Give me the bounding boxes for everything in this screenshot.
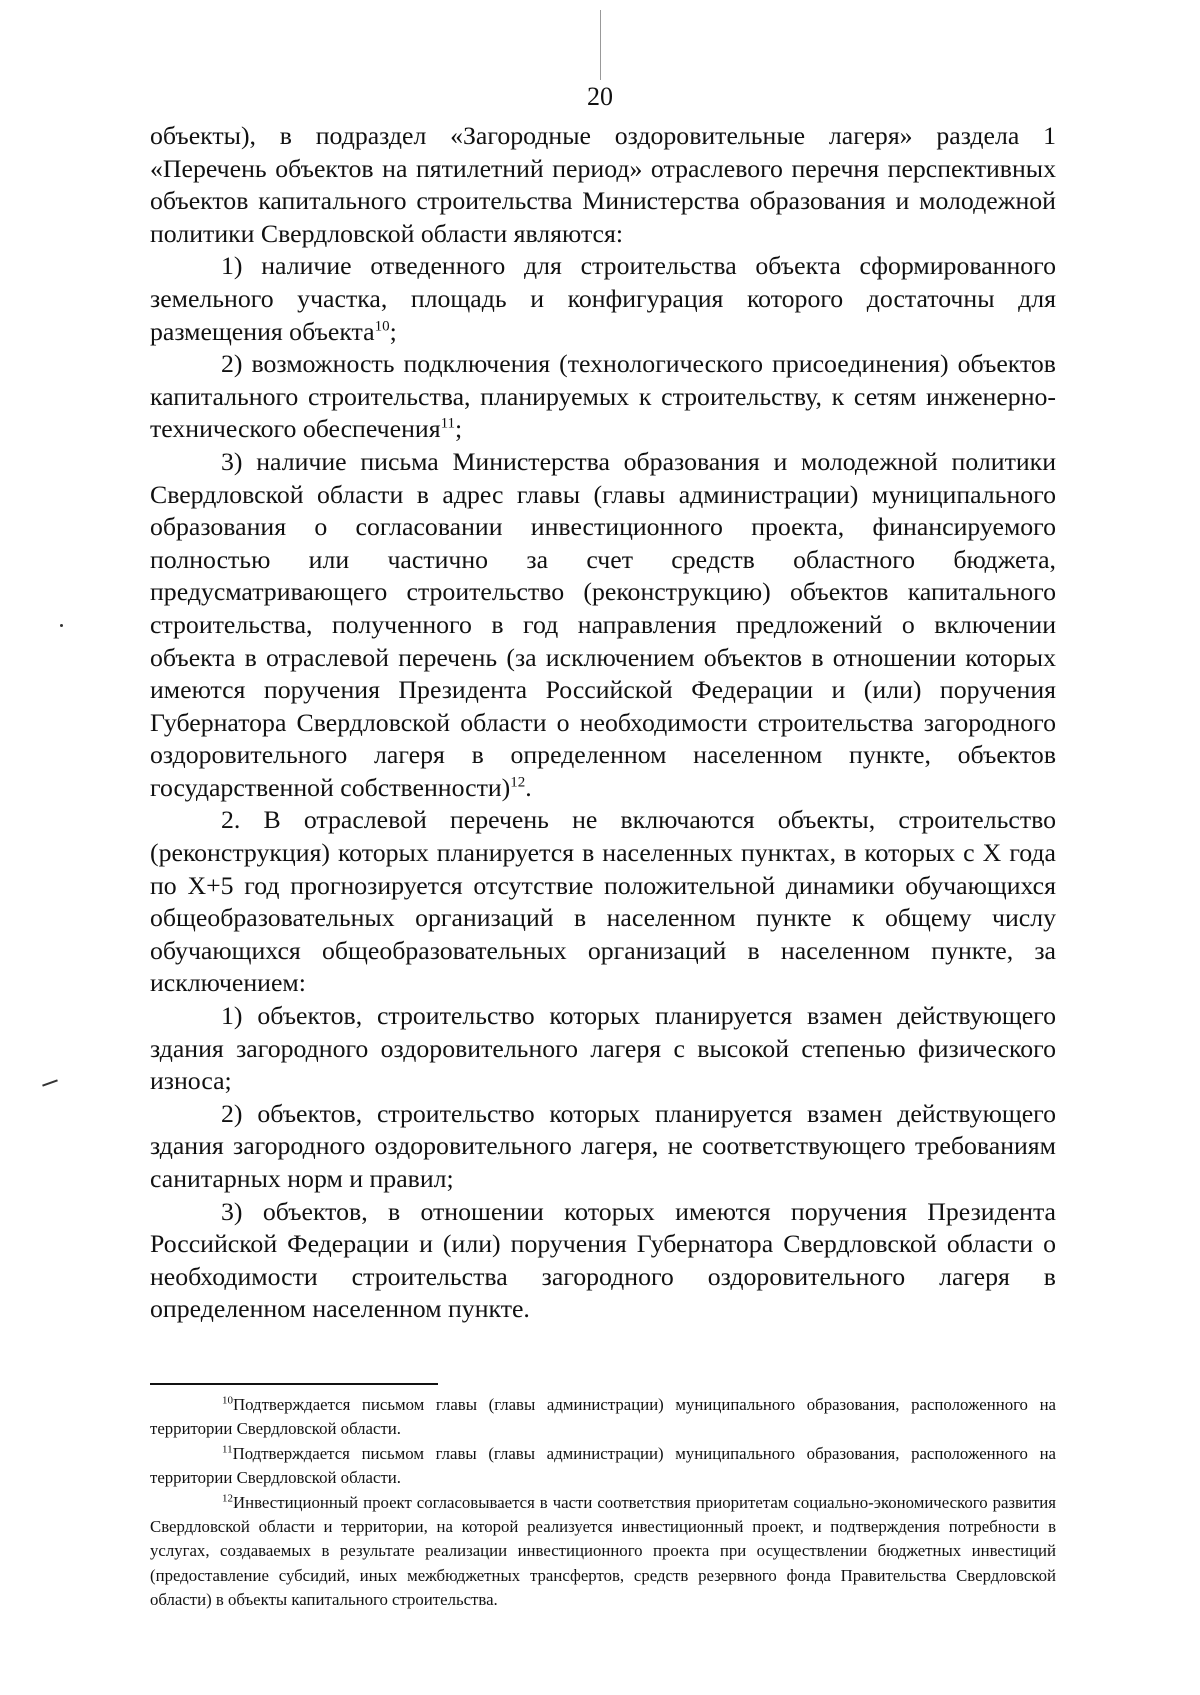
paragraph-tail: ; — [455, 414, 463, 444]
paragraph-section-2 — [150, 804, 1056, 1000]
paragraph-item-1 — [150, 250, 1056, 348]
paragraph-exception-1 — [150, 1000, 1056, 1098]
footnote-number: 10 — [222, 1394, 233, 1407]
page-number: 20 — [587, 82, 613, 111]
paragraph-exception-3 — [150, 1196, 1056, 1326]
footnote-text: Инвестиционный проект согласовывается в части соответствия приоритетам социально-экономического развития Свердловской области и территории, на которой реализуется инвестиционный проект, и подтверждения потребности в услугах, создаваемых в результате реализации инвестиционного проекта при осуществлении бюджетных инвестиций (предоставление субсидий, иных межбюджетных трансфертов, средств резервного фонда Правительства Свердловской области) в объекты капитального строительства. — [150, 1492, 1056, 1610]
footnote-ref[interactable]: 12 — [510, 774, 526, 791]
footnote-number: 11 — [222, 1443, 233, 1456]
scan-artifact-dot — [60, 624, 63, 627]
paragraph-intro-continuation — [150, 120, 1056, 250]
footnote-10 — [150, 1393, 1056, 1442]
scan-artifact-left — [42, 1079, 58, 1086]
paragraph-text: 3) объектов, в отношении которых имеются поручения Президента Российской Федерации и (или) поручения Губернатора Свердловской области о необходимости строительства загородного оздоровительного лагеря в определенном населенном пункте. — [150, 1196, 1056, 1324]
footnote-separator — [150, 1383, 438, 1385]
footnote-ref[interactable]: 10 — [374, 317, 390, 334]
footnote-number: 12 — [222, 1492, 233, 1505]
paragraph-tail: ; — [389, 316, 397, 346]
footnote-12 — [150, 1491, 1056, 1613]
paragraph-text: 2) возможность подключения (технологического присоединения) объектов капитального строительства, планируемых к строительству, к сетям инженерно-технического обеспечения — [150, 349, 1056, 444]
body-text — [150, 120, 1056, 1326]
footnote-11 — [150, 1442, 1056, 1491]
paragraph-item-3 — [150, 446, 1056, 805]
footnote-text: Подтверждается письмом главы (главы администрации) муниципального образования, расположенного на территории Свердловской области. — [150, 1395, 1056, 1439]
paragraph-text: 1) наличие отведенного для строительства объекта сформированного земельного участка, площадь и конфигурация которого достаточны для размещения объекта — [150, 251, 1056, 346]
footnote-text: Подтверждается письмом главы (главы администрации) муниципального образования, расположенного на территории Свердловской области. — [150, 1443, 1056, 1488]
footnotes — [150, 1393, 1056, 1613]
paragraph-text: 3) наличие письма Министерства образования и молодежной политики Свердловской области в адрес главы (главы администрации) муниципального образования о согласовании инвестиционного проекта, финансируемого полностью или частично за счет средств областного бюджета, предусматривающего строительство (реконструкцию) объектов капитального строительства, полученного в год направления предложений о включении объекта в отраслевой перечень (за исключением объектов в отношении которых имеются поручения Президента Российской Федерации и (или) поручения Губернатора Свердловской области о необходимости строительства загородного оздоровительного лагеря в определенном населенном пункте, объектов государственной собственности) — [150, 446, 1056, 802]
paragraph-text: 2) объектов, строительство которых планируется взамен действующего здания загородного оздоровительного лагеря, не соответствующего требованиям санитарных норм и правил; — [150, 1098, 1056, 1193]
footnote-ref[interactable]: 11 — [440, 415, 456, 432]
paragraph-item-2 — [150, 348, 1056, 446]
paragraph-text: объекты), в подраздел «Загородные оздоровительные лагеря» раздела 1 «Перечень объектов на пятилетний период» отраслевого перечня перспективных объектов капитального строительства Министерства образования и молодежной политики Свердловской области являются: — [150, 121, 1056, 248]
paragraph-exception-2 — [150, 1098, 1056, 1196]
paragraph-text: 1) объектов, строительство которых планируется взамен действующего здания загородного оздоровительного лагеря с высокой степенью физического износа; — [150, 1001, 1056, 1096]
paragraph-text: 2. В отраслевой перечень не включаются объекты, строительство (реконструкция) которых планируется в населенных пунктах, в которых с X года по X+5 год прогнозируется отсутствие положительной динамики обучающихся общеобразовательных организаций в населенном пункте к общему числу обучающихся общеобразовательных организаций в населенном пункте, за исключением: — [150, 805, 1056, 998]
paragraph-tail: . — [525, 772, 532, 802]
scan-artifact-top — [600, 10, 601, 80]
